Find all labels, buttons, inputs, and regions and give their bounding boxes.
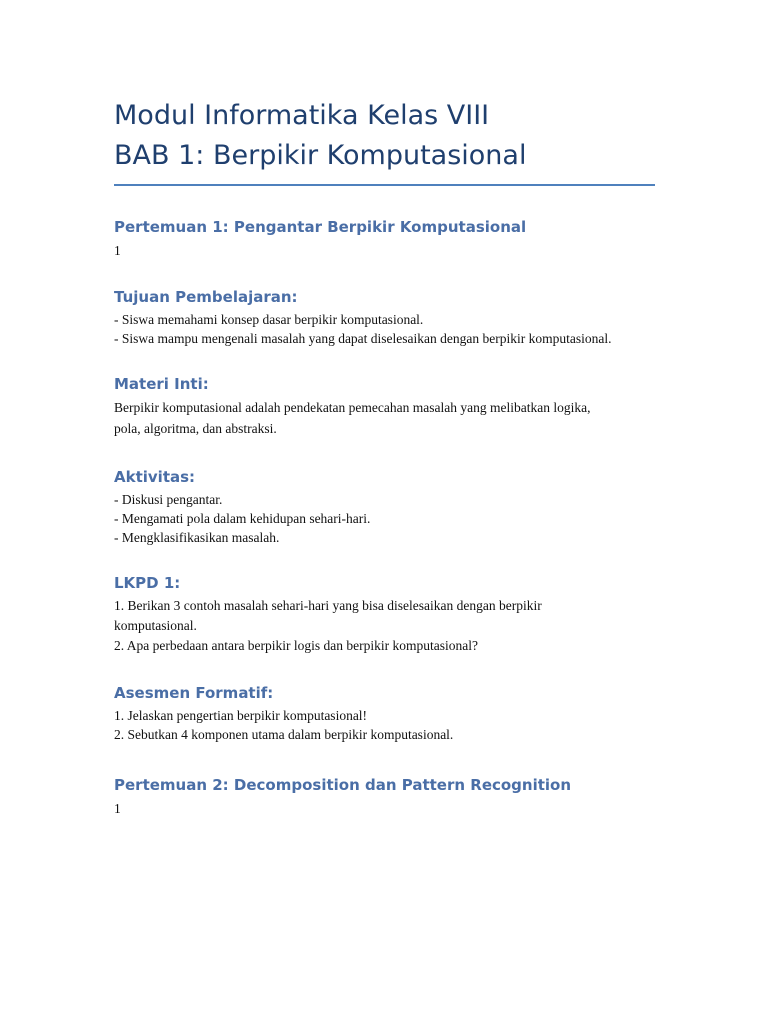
heading-lkpd: LKPD 1: — [114, 574, 181, 592]
section-pertemuan-2 — [114, 774, 656, 818]
heading-pertemuan-2: Pertemuan 2: Decomposition dan Pattern Recognition — [114, 776, 572, 794]
aktivitas-line: - Mengklasifikasikan masalah. — [114, 530, 280, 545]
section-asesmen — [114, 682, 656, 744]
pertemuan-1-body — [114, 241, 656, 260]
section-aktivitas — [114, 466, 656, 547]
title-line-1: Modul Informatika Kelas VIII — [114, 100, 490, 131]
tujuan-line: - Siswa mampu mengenali masalah yang dapat diselesaikan dengan berpikir komputasional. — [114, 331, 612, 346]
aktivitas-line: - Mengamati pola dalam kehidupan sehari-hari. — [114, 511, 371, 526]
section-materi — [114, 373, 656, 439]
lkpd-line: komputasional. — [114, 618, 197, 633]
asesmen-line: 1. Jelaskan pengertian berpikir komputasional! — [114, 708, 368, 723]
pertemuan-1-number: 1 — [114, 243, 121, 258]
materi-line: Berpikir komputasional adalah pendekatan pemecahan masalah yang melibatkan logika, — [114, 400, 591, 415]
materi-body — [114, 397, 656, 439]
section-lkpd — [114, 572, 656, 656]
pertemuan-2-number: 1 — [114, 801, 121, 816]
section-pertemuan-1 — [114, 216, 656, 260]
heading-asesmen: Asesmen Formatif: — [114, 684, 274, 702]
heading-tujuan: Tujuan Pembelajaran: — [114, 288, 298, 306]
tujuan-body — [114, 310, 656, 348]
tujuan-line: - Siswa memahami konsep dasar berpikir komputasional. — [114, 312, 424, 327]
lkpd-line: 1. Berikan 3 contoh masalah sehari-hari yang bisa diselesaikan dengan berpikir — [114, 598, 542, 613]
lkpd-line: 2. Apa perbedaan antara berpikir logis dan berpikir komputasional? — [114, 638, 479, 653]
lkpd-body — [114, 596, 656, 656]
title-line-2: BAB 1: Berpikir Komputasional — [114, 140, 527, 171]
heading-pertemuan-1: Pertemuan 1: Pengantar Berpikir Komputasional — [114, 218, 527, 236]
section-tujuan — [114, 286, 656, 348]
materi-line: pola, algoritma, dan abstraksi. — [114, 421, 277, 436]
aktivitas-line: - Diskusi pengantar. — [114, 492, 223, 507]
aktivitas-body — [114, 490, 656, 547]
pertemuan-2-body — [114, 799, 656, 818]
asesmen-body — [114, 706, 656, 744]
heading-materi: Materi Inti: — [114, 375, 209, 393]
title-underline — [114, 184, 655, 186]
heading-aktivitas: Aktivitas: — [114, 468, 196, 486]
document-page — [114, 96, 656, 818]
asesmen-line: 2. Sebutkan 4 komponen utama dalam berpikir komputasional. — [114, 727, 454, 742]
document-title — [114, 96, 656, 176]
